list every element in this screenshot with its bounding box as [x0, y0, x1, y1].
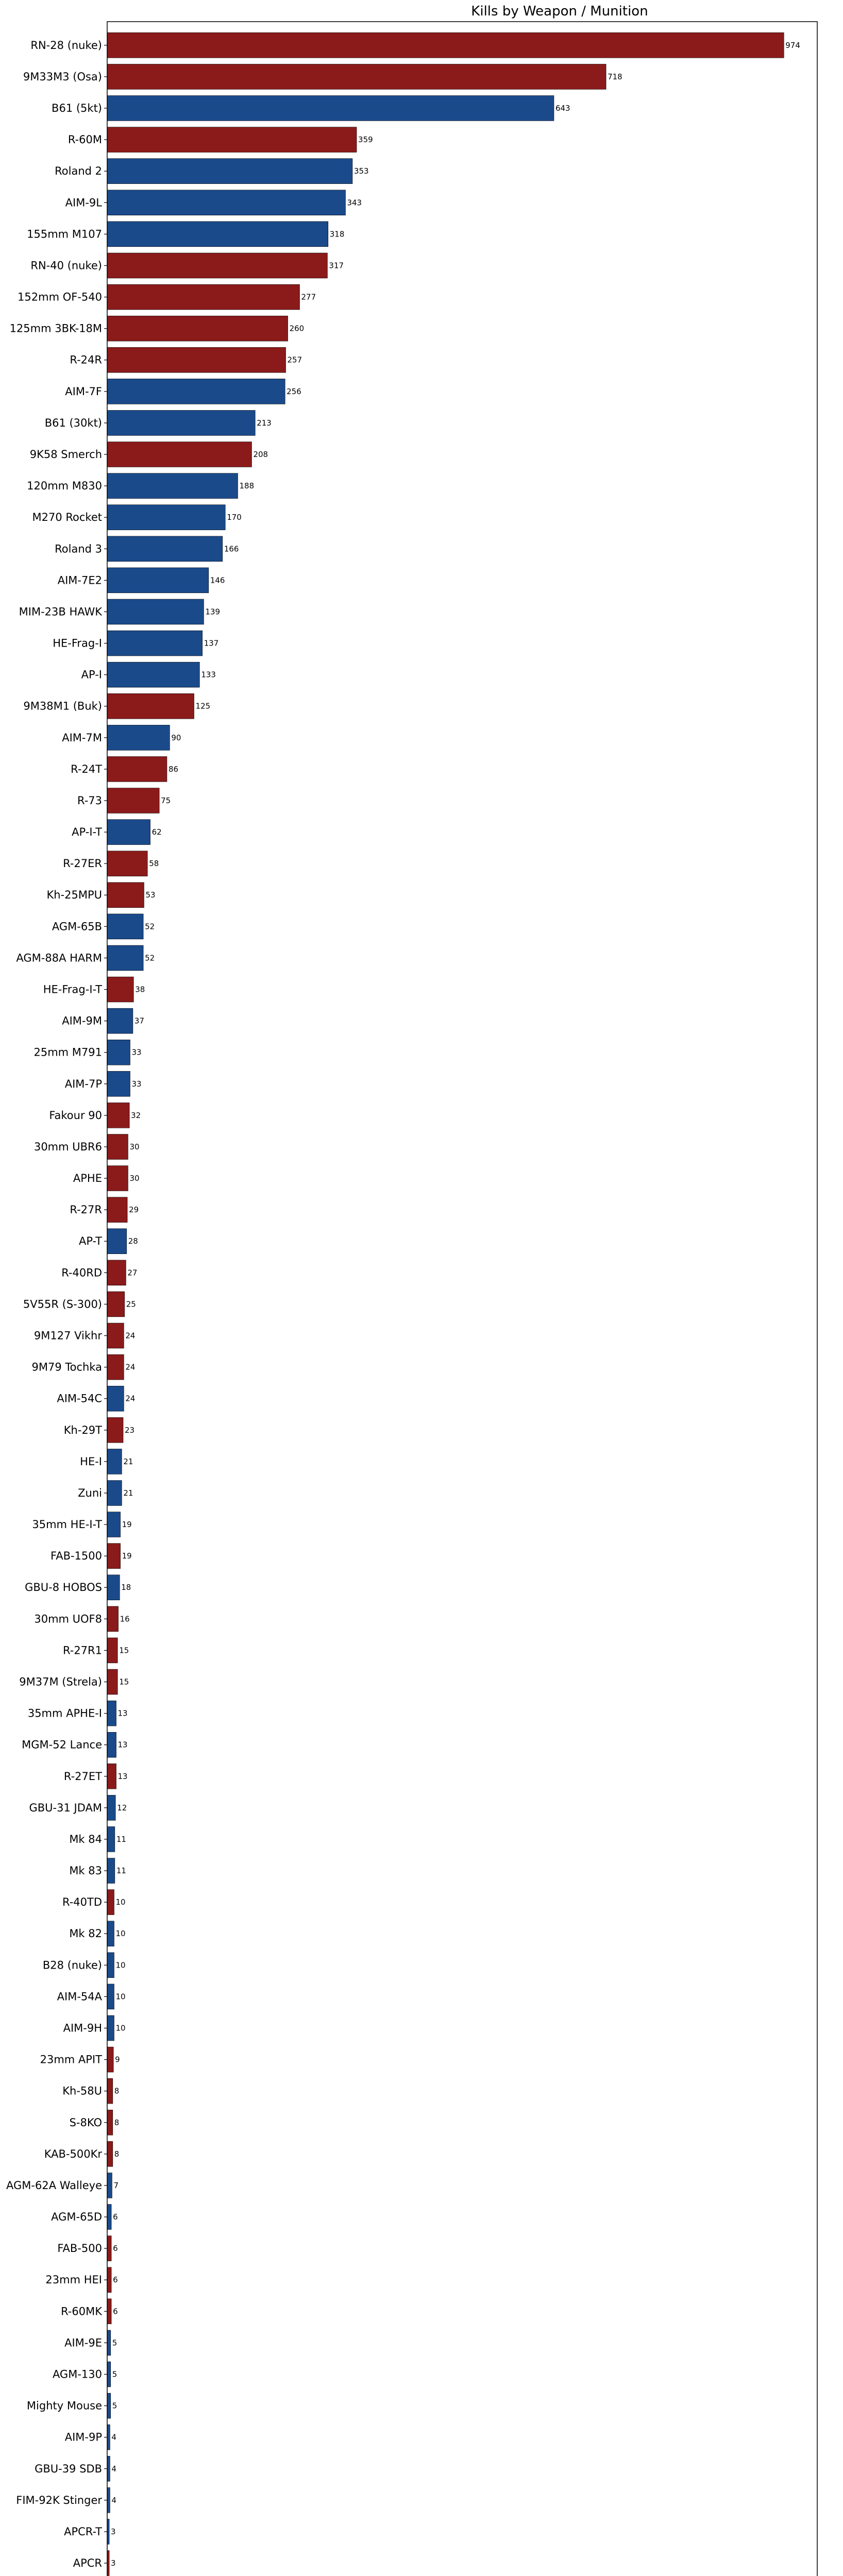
bar-value-label: 4 [111, 2495, 116, 2505]
bar-value-label: 24 [125, 1394, 136, 1403]
y-tick-label: FAB-1500 [50, 1550, 102, 1563]
bar-value-label: 8 [114, 2086, 120, 2096]
y-tick-label: KAB-500Kr [44, 2147, 102, 2160]
bar-value-label: 137 [204, 638, 219, 648]
bar-value-label: 27 [127, 1268, 138, 1278]
y-tick-label: R-27R1 [63, 1644, 102, 1657]
y-tick-label: AGM-62A Walleye [6, 2179, 102, 2192]
bar [107, 253, 327, 278]
y-tick-label: RN-28 (nuke) [30, 39, 102, 52]
chart-title: Kills by Weapon / Munition [471, 4, 648, 19]
y-tick-label: 9M38M1 (Buk) [23, 700, 102, 713]
bar-value-label: 19 [122, 1551, 132, 1561]
bar-value-label: 13 [117, 1740, 128, 1750]
bar [107, 945, 143, 971]
bar-value-label: 10 [115, 1897, 126, 1907]
bar [107, 2330, 111, 2355]
y-tick-label: AIM-54C [57, 1392, 102, 1405]
y-tick-label: AP-T [78, 1235, 102, 1248]
bar [107, 1890, 114, 1915]
bar-value-label: 6 [113, 2212, 118, 2222]
bar [107, 1512, 121, 1537]
bar [107, 599, 204, 624]
y-tick-label: AIM-7E2 [57, 574, 102, 587]
bar-value-label: 166 [224, 544, 239, 554]
bar [107, 1134, 128, 1160]
bar-value-label: 28 [128, 1236, 138, 1246]
bar [107, 64, 606, 89]
y-tick-label: HE-I [80, 1455, 102, 1468]
bar-value-label: 62 [151, 827, 162, 837]
bar-value-label: 3 [111, 2527, 116, 2536]
y-tick-label: 9M127 Vikhr [33, 1329, 102, 1342]
bar [107, 1921, 114, 1946]
y-tick-label: 155mm M107 [27, 228, 102, 241]
bar-value-label: 13 [117, 1708, 128, 1718]
y-tick-label: R-40RD [61, 1266, 102, 1279]
bar-value-label: 4 [111, 2432, 116, 2442]
bar [107, 96, 554, 121]
bar [107, 1354, 124, 1380]
y-tick-label: AIM-7M [62, 731, 102, 744]
bar-value-label: 15 [119, 1646, 129, 1655]
bar-value-label: 5 [112, 2338, 117, 2348]
bar-value-label: 146 [210, 575, 225, 585]
bar-value-label: 33 [131, 1079, 142, 1089]
y-tick-label: R-60M [68, 133, 102, 146]
bar-value-label: 125 [195, 701, 211, 711]
y-tick-label: AP-I [81, 668, 102, 681]
bar [107, 159, 352, 184]
bar-value-label: 16 [120, 1614, 130, 1624]
y-tick-label: 125mm 3BK-18M [9, 322, 102, 335]
bar [107, 473, 238, 499]
y-tick-label: 30mm UBR6 [33, 1140, 102, 1153]
bar-value-label: 133 [201, 670, 216, 680]
y-tick-label: R-27ET [63, 1770, 102, 1783]
bar [107, 1323, 124, 1348]
y-tick-label: Fakour 90 [49, 1109, 102, 1122]
y-tick-label: 35mm APHE-I [27, 1707, 102, 1720]
bar-value-label: 53 [145, 890, 156, 900]
bar [107, 1984, 114, 2009]
bar-value-label: 13 [117, 1771, 128, 1781]
bar [107, 190, 345, 215]
bar-value-label: 21 [123, 1488, 133, 1498]
y-tick-label: B61 (30kt) [44, 416, 102, 429]
bar [107, 2267, 111, 2293]
bar-value-label: 24 [125, 1331, 136, 1341]
bar [107, 2393, 111, 2418]
bar [107, 2110, 113, 2135]
bar-value-label: 208 [253, 449, 268, 459]
y-tick-label: AIM-9E [64, 2336, 102, 2349]
y-tick-label: HE-Frag-I [53, 637, 102, 650]
y-tick-label: R-27ER [63, 857, 102, 870]
y-tick-label: FIM-92K Stinger [16, 2494, 102, 2506]
bar-value-label: 317 [329, 261, 344, 270]
bar-value-label: 10 [115, 1992, 126, 2002]
y-tick-label: 25mm M791 [33, 1046, 102, 1059]
y-tick-label: Kh-58U [62, 2084, 102, 2097]
bar [107, 536, 223, 562]
bar-value-label: 643 [555, 103, 570, 113]
y-tick-label: AIM-54A [57, 1990, 102, 2003]
bar [107, 1701, 116, 1726]
bar [107, 883, 144, 908]
y-tick-label: FAB-500 [57, 2242, 102, 2255]
y-tick-label: Mk 83 [69, 1865, 102, 1877]
y-tick-label: AIM-7F [65, 385, 102, 398]
y-tick-label: Zuni [78, 1486, 102, 1499]
bar-value-label: 718 [608, 72, 622, 81]
bar-value-label: 974 [785, 40, 800, 50]
bar-value-label: 343 [347, 198, 362, 208]
bar-value-label: 21 [123, 1456, 133, 1466]
bar [107, 316, 288, 341]
bar-value-label: 52 [145, 953, 155, 963]
bar-value-label: 6 [113, 2275, 118, 2285]
bar [107, 2141, 113, 2166]
y-tick-label: AIM-9L [65, 196, 102, 209]
bar-value-label: 24 [125, 1362, 136, 1372]
bar [107, 127, 357, 152]
bar [107, 1606, 119, 1632]
y-tick-label: 9M79 Tochka [31, 1361, 102, 1374]
bar [107, 1229, 127, 1254]
y-tick-label: HE-Frag-I-T [43, 983, 102, 996]
bar [107, 1103, 129, 1128]
bar-value-label: 37 [134, 1016, 144, 1026]
bar [107, 568, 209, 593]
bar [107, 914, 143, 939]
bar-value-label: 29 [129, 1205, 139, 1215]
y-tick-label: APCR-T [64, 2525, 102, 2538]
y-tick-label: 5V55R (S-300) [23, 1298, 102, 1311]
bar [107, 284, 299, 310]
bar [107, 1858, 115, 1884]
y-tick-label: Kh-25MPU [46, 889, 102, 902]
y-tick-label: B28 (nuke) [42, 1959, 102, 1972]
y-tick-label: AP-I-T [72, 826, 102, 839]
y-tick-label: AGM-65D [51, 2211, 102, 2224]
y-tick-label: R-27R [70, 1204, 102, 1216]
y-tick-label: AGM-65B [52, 920, 102, 933]
bar [107, 788, 159, 814]
y-tick-label: APCR [73, 2557, 102, 2570]
y-tick-label: R-24R [70, 353, 102, 366]
bar-value-label: 213 [257, 418, 272, 428]
bar-value-label: 30 [129, 1174, 140, 1183]
y-tick-label: R-60MK [61, 2305, 102, 2318]
bar-value-label: 353 [353, 166, 369, 176]
bar [107, 1953, 114, 1978]
bar [107, 1795, 115, 1820]
bar-value-label: 139 [205, 607, 221, 617]
bar [107, 505, 225, 530]
bar [107, 1575, 120, 1600]
y-tick-label: RN-40 (nuke) [30, 259, 102, 272]
bar-value-label: 9 [115, 2055, 120, 2064]
bar [107, 1732, 116, 1757]
bar [107, 2362, 111, 2387]
bar-value-label: 11 [116, 1834, 126, 1844]
bar [107, 2047, 113, 2072]
bar-value-label: 10 [115, 1960, 126, 1970]
bar-value-label: 256 [286, 386, 301, 396]
bar-value-label: 7 [113, 2180, 119, 2190]
bar-value-label: 18 [121, 1583, 131, 1592]
bar [107, 2173, 112, 2198]
bar [107, 222, 328, 247]
bar [107, 977, 133, 1002]
bar [107, 1386, 124, 1411]
bar [107, 32, 784, 58]
bar [107, 1260, 126, 1285]
bar [107, 1417, 123, 1443]
bar [107, 2299, 111, 2324]
bar-value-label: 6 [113, 2307, 118, 2316]
y-tick-label: Kh-29T [63, 1423, 102, 1436]
bar [107, 1449, 122, 1474]
y-tick-label: AGM-88A HARM [16, 952, 102, 964]
bar-value-label: 30 [129, 1142, 140, 1151]
bar [107, 1827, 115, 1852]
bar-value-label: 257 [287, 355, 302, 365]
y-tick-label: GBU-8 HOBOS [25, 1581, 102, 1594]
bar [107, 1638, 117, 1663]
bar [107, 1166, 128, 1191]
y-tick-label: 9K58 Smerch [29, 448, 102, 461]
bar [107, 1764, 116, 1789]
bar [107, 756, 167, 782]
y-tick-label: Roland 2 [55, 165, 102, 178]
bar [107, 2015, 114, 2041]
y-tick-label: 9M37M (Strela) [19, 1675, 102, 1688]
y-tick-label: 152mm OF-540 [18, 291, 102, 303]
bar [107, 347, 286, 372]
y-tick-label: Mk 82 [69, 1927, 102, 1940]
y-tick-label: GBU-31 JDAM [29, 1801, 102, 1814]
bar [107, 2236, 111, 2261]
bar-value-label: 318 [329, 229, 345, 239]
bar-value-label: 19 [122, 1520, 132, 1530]
y-tick-label: 23mm APIT [40, 2053, 102, 2066]
bar [107, 1669, 117, 1694]
y-tick-label: 30mm UOF8 [34, 1613, 102, 1625]
y-tick-label: R-24T [71, 762, 102, 775]
bar-value-label: 359 [358, 135, 373, 145]
y-tick-label: 23mm HEI [45, 2274, 102, 2286]
bar-value-label: 75 [161, 795, 171, 805]
y-tick-label: AIM-7P [64, 1077, 102, 1090]
y-tick-label: AIM-9H [63, 2022, 102, 2035]
bar-value-label: 52 [145, 922, 155, 931]
y-tick-label: Mighty Mouse [26, 2399, 102, 2412]
bar-value-label: 6 [113, 2244, 118, 2253]
bar [107, 662, 199, 687]
bar [107, 1481, 122, 1506]
bar [107, 631, 203, 656]
y-tick-label: APHE [73, 1172, 102, 1185]
y-tick-label: B61 (5kt) [52, 101, 102, 114]
bar-value-label: 3 [111, 2558, 116, 2568]
y-tick-label: AIM-9P [64, 2431, 102, 2444]
bar-value-label: 5 [112, 2401, 117, 2411]
bar [107, 442, 251, 467]
bar [107, 1197, 127, 1223]
bar [107, 1040, 130, 1065]
y-tick-label: Mk 84 [69, 1833, 102, 1845]
bar-value-label: 15 [119, 1677, 129, 1687]
bar-value-label: 90 [171, 733, 181, 742]
bar-value-label: 260 [289, 324, 305, 333]
bar-value-label: 8 [114, 2117, 120, 2127]
bar-value-label: 277 [301, 292, 316, 302]
y-tick-label: R-73 [77, 794, 102, 807]
bar-value-label: 10 [115, 1929, 126, 1939]
bar-value-label: 10 [115, 2023, 126, 2033]
y-tick-label: 9M33M3 (Osa) [23, 70, 102, 83]
bar-value-label: 170 [227, 513, 242, 522]
y-tick-label: AGM-130 [52, 2368, 102, 2381]
bar [107, 693, 194, 719]
y-tick-label: 120mm M830 [27, 480, 102, 493]
bar [107, 2425, 110, 2450]
bar [107, 2456, 110, 2481]
bar-value-label: 188 [239, 481, 255, 491]
bar-value-label: 11 [116, 1866, 126, 1876]
y-tick-label: Roland 3 [55, 543, 102, 555]
bar-value-label: 5 [112, 2369, 117, 2379]
y-tick-label: GBU-39 SDB [35, 2462, 102, 2475]
bar-value-label: 25 [126, 1299, 136, 1309]
y-tick-label: AIM-9M [62, 1014, 102, 1027]
bar [107, 1008, 133, 1033]
bar [107, 2205, 111, 2230]
bar-value-label: 23 [125, 1425, 135, 1435]
bar [107, 2487, 110, 2513]
y-tick-label: MIM-23B HAWK [19, 605, 102, 618]
bar [107, 1544, 121, 1569]
bar-value-label: 86 [168, 764, 179, 774]
bar [107, 820, 150, 845]
bar-value-label: 32 [131, 1110, 141, 1120]
y-tick-label: M270 Rocket [32, 511, 102, 524]
bar-value-label: 12 [117, 1803, 127, 1812]
bar-value-label: 4 [111, 2464, 116, 2473]
y-tick-label: R-40TD [62, 1896, 102, 1909]
bar [107, 379, 285, 404]
bar [107, 410, 255, 435]
bar [107, 1292, 125, 1317]
bar [107, 2078, 113, 2104]
bar [107, 851, 147, 876]
y-tick-label: S-8KO [69, 2116, 102, 2129]
bar-value-label: 8 [114, 2149, 120, 2159]
bar [107, 1071, 130, 1096]
y-tick-label: 35mm HE-I-T [32, 1518, 102, 1531]
bar-value-label: 58 [149, 859, 159, 869]
y-tick-label: MGM-52 Lance [22, 1738, 102, 1751]
bar-value-label: 33 [131, 1047, 142, 1057]
bar [107, 725, 170, 750]
bar-value-label: 38 [135, 985, 145, 994]
